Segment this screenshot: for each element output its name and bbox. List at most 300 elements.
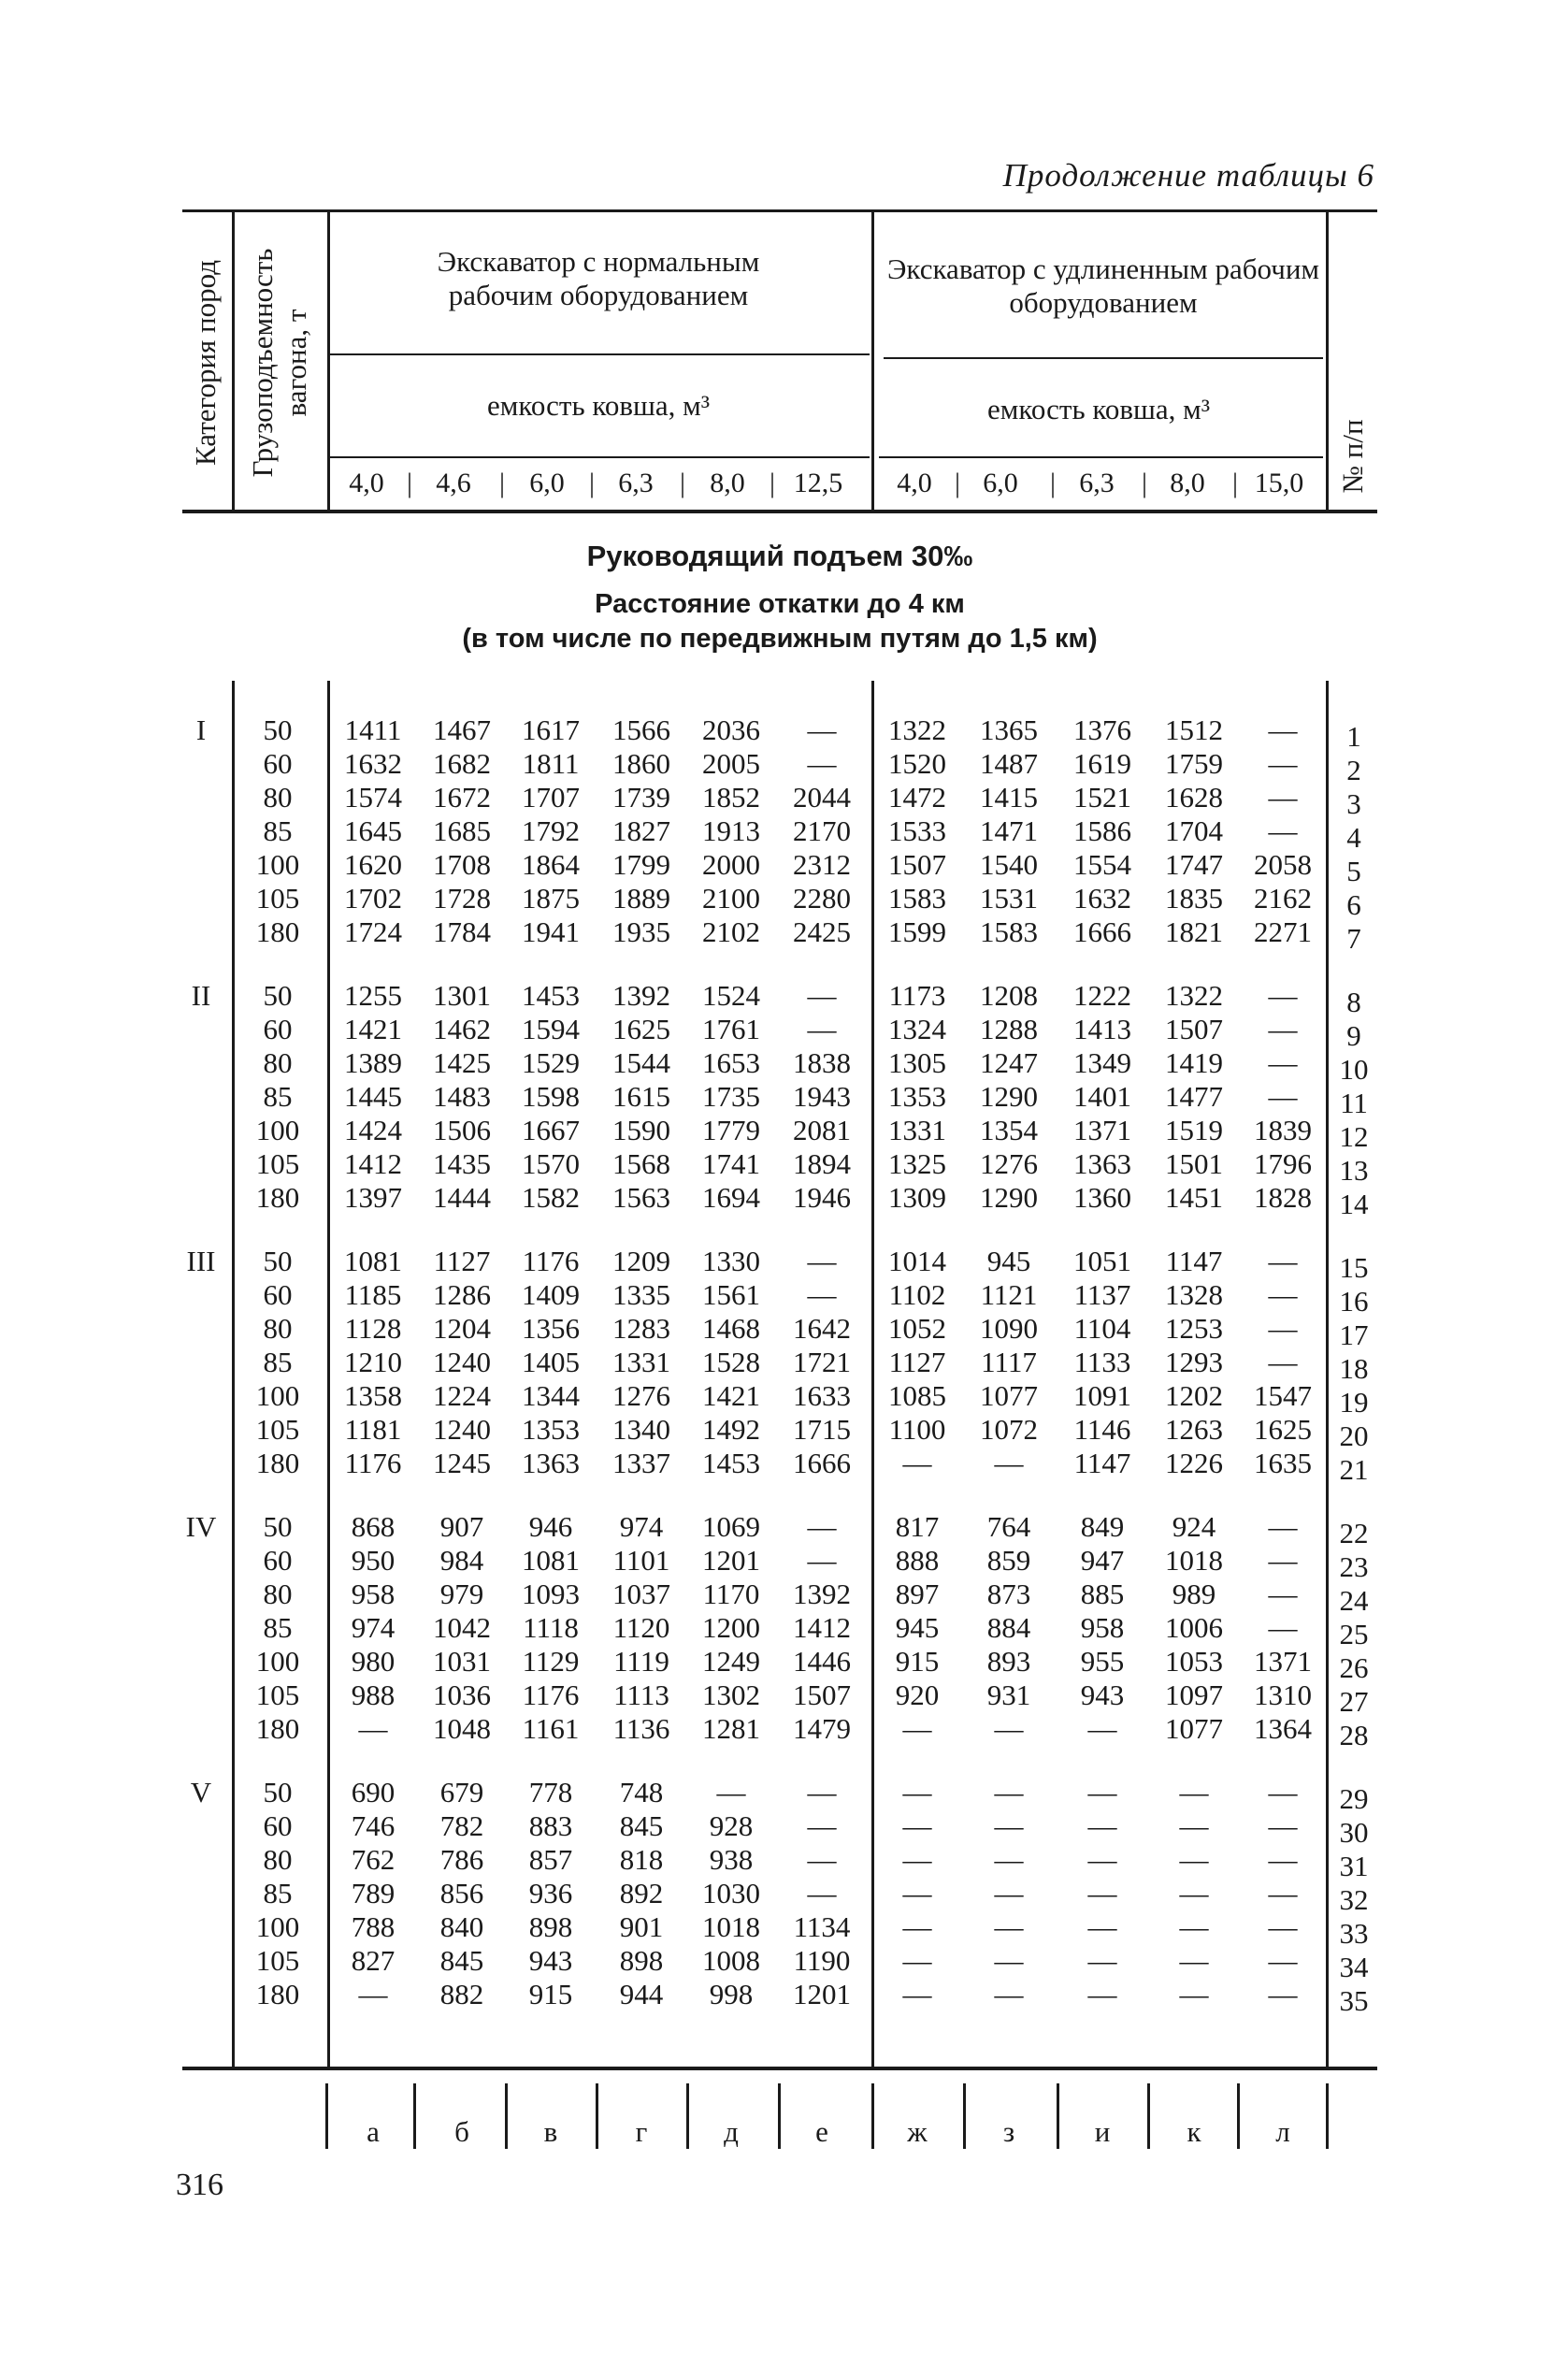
table-cell: 1121 (980, 1278, 1038, 1311)
caption-distance: Расстояние откатки до 4 км (595, 589, 965, 619)
table-cell: — (994, 1910, 1024, 1943)
table-cell: — (902, 1877, 932, 1909)
table-cell: — (1268, 814, 1298, 847)
wagon-capacity: 50 (263, 1245, 293, 1277)
table-cell: 1682 (433, 747, 491, 780)
table-cell: — (807, 1544, 837, 1577)
table-cell: 1161 (522, 1712, 580, 1745)
table-cell: 979 (439, 1578, 484, 1610)
table-cell: — (902, 1978, 932, 2010)
table-cell: 945 (895, 1611, 940, 1644)
table-cell: 1283 (612, 1312, 670, 1345)
table-cell: 1453 (522, 979, 580, 1012)
table-cell: 1202 (1165, 1379, 1223, 1412)
footer-vline (325, 2083, 328, 2149)
table-cell: 789 (351, 1877, 396, 1909)
dim-z: 6,0 (983, 468, 1018, 498)
table-cell: — (1087, 1910, 1117, 1943)
rock-category: V (190, 1776, 212, 1808)
table-cell: 1672 (433, 781, 491, 814)
table-cell: 746 (351, 1809, 396, 1842)
table-cell: 1309 (888, 1181, 946, 1214)
table-cell: 945 (986, 1245, 1031, 1277)
table-cell: 1081 (344, 1245, 402, 1277)
table-cell: 1615 (612, 1080, 670, 1113)
table-cell: 856 (439, 1877, 484, 1909)
table-cell: 1072 (980, 1413, 1038, 1446)
wagon-capacity: 105 (255, 882, 300, 915)
table-cell: 1628 (1165, 781, 1223, 814)
dim-separator: | (498, 468, 505, 498)
row-number: 20 (1339, 1419, 1369, 1452)
table-cell: — (807, 1510, 837, 1543)
column-letter: в (543, 2115, 558, 2148)
table-cell: 1590 (612, 1114, 670, 1146)
table-cell: — (1268, 1278, 1298, 1311)
table-cell: 1305 (888, 1046, 946, 1079)
header-bucket-extended: емкость ковша, м³ (987, 393, 1210, 425)
table-cell: 1506 (433, 1114, 491, 1146)
table-cell: 1117 (981, 1346, 1037, 1378)
table-cell: — (1087, 1978, 1117, 2010)
table-cell: — (1087, 1712, 1117, 1745)
table-cell: — (1087, 1809, 1117, 1842)
table-cell: 974 (619, 1510, 664, 1543)
row-number: 11 (1340, 1087, 1368, 1119)
table-cell: 2312 (793, 848, 851, 881)
table-cell: 1255 (344, 979, 402, 1012)
header-normal-equipment: Экскаватор с нормальным рабочим оборудованием (437, 245, 760, 311)
row-number: 21 (1339, 1453, 1369, 1486)
table-cell: 1875 (522, 882, 580, 915)
dim-a: 4,0 (349, 468, 384, 498)
table-cell: 845 (619, 1809, 664, 1842)
table-cell: 1091 (1073, 1379, 1131, 1412)
table-cell: 1353 (888, 1080, 946, 1113)
wagon-capacity: 60 (263, 1809, 293, 1842)
table-cell: 1302 (702, 1679, 760, 1711)
wagon-capacity: 60 (263, 1278, 293, 1311)
table-cell: — (902, 1447, 932, 1479)
table-cell: — (994, 1944, 1024, 1977)
column-letter: е (815, 2115, 828, 2148)
table-cell: 859 (986, 1544, 1031, 1577)
row-number: 34 (1339, 1951, 1369, 1983)
wagon-capacity: 105 (255, 1944, 300, 1977)
table-cell: 1204 (433, 1312, 491, 1345)
table-cell: 882 (439, 1978, 484, 2010)
table-cell: 1176 (522, 1679, 580, 1711)
table-cell: 1322 (1165, 979, 1223, 1012)
table-cell: 2058 (1254, 848, 1312, 881)
table-cell: 884 (986, 1611, 1031, 1644)
table-cell: — (1179, 1978, 1209, 2010)
table-cell: 1645 (344, 814, 402, 847)
table-cell: 1759 (1165, 747, 1223, 780)
table-cell: 1586 (1073, 814, 1131, 847)
table-cell: 1322 (888, 713, 946, 746)
table-cell: 817 (895, 1510, 940, 1543)
row-number: 7 (1346, 922, 1361, 955)
table-cell: 1129 (522, 1645, 580, 1678)
table-cell: 679 (439, 1776, 484, 1808)
table-cell: — (1179, 1877, 1209, 1909)
row-number: 27 (1339, 1685, 1369, 1718)
header-row-number: № п/п (1336, 419, 1369, 494)
table-cell: 1412 (793, 1611, 851, 1644)
table-cell: 1077 (1165, 1712, 1223, 1745)
row-number: 9 (1346, 1019, 1361, 1052)
table-cell: 1894 (793, 1147, 851, 1180)
table-cell: 1290 (980, 1181, 1038, 1214)
table-cell: 1599 (888, 915, 946, 948)
dim-separator: | (954, 468, 960, 498)
table-cell: — (1268, 1312, 1298, 1345)
table-cell: 1328 (1165, 1278, 1223, 1311)
table-cell: 1118 (523, 1611, 579, 1644)
table-cell: 928 (709, 1809, 754, 1842)
table-cell: — (1268, 1510, 1298, 1543)
normal-group-rule (327, 353, 870, 355)
table-cell: 1632 (344, 747, 402, 780)
rock-category: III (186, 1245, 216, 1277)
table-cell: 1042 (433, 1611, 491, 1644)
table-cell: 950 (351, 1544, 396, 1577)
table-cell: 1133 (1073, 1346, 1131, 1378)
wagon-capacity: 85 (263, 1080, 293, 1113)
table-cell: 1337 (612, 1447, 670, 1479)
table-cell: 1226 (1165, 1447, 1223, 1479)
header-category: Категория пород (189, 259, 222, 467)
table-cell: 1405 (522, 1346, 580, 1378)
table-cell: — (1268, 1809, 1298, 1842)
table-cell: 1594 (522, 1013, 580, 1045)
table-cell: 1666 (1073, 915, 1131, 948)
table-cell: 690 (351, 1776, 396, 1808)
table-cell: 1715 (793, 1413, 851, 1446)
table-cell: 1349 (1073, 1046, 1131, 1079)
table-cell: 1340 (612, 1413, 670, 1446)
table-cell: 1501 (1165, 1147, 1223, 1180)
table-cell: 1413 (1073, 1013, 1131, 1045)
rock-category: I (195, 713, 207, 746)
wagon-capacity: 100 (255, 1910, 300, 1943)
table-cell: 1051 (1073, 1245, 1131, 1277)
table-cell: 1827 (612, 814, 670, 847)
table-cell: 1097 (1165, 1679, 1223, 1711)
table-cell: 1563 (612, 1181, 670, 1214)
row-number: 13 (1339, 1154, 1369, 1187)
table-cell: 1864 (522, 848, 580, 881)
dim-separator: | (679, 468, 685, 498)
dim-g: 6,3 (618, 468, 654, 498)
dim-i: 6,3 (1079, 468, 1115, 498)
table-cell: 1453 (702, 1447, 760, 1479)
table-cell: 1547 (1254, 1379, 1312, 1412)
table-cell: 1619 (1073, 747, 1131, 780)
table-cell: 1181 (344, 1413, 402, 1446)
table-cell: 984 (439, 1544, 484, 1577)
table-cell: 1081 (522, 1544, 580, 1577)
column-letter: к (1187, 2115, 1201, 2148)
table-cell: 1741 (702, 1147, 760, 1180)
table-cell: 1301 (433, 979, 491, 1012)
table-cell: 1409 (522, 1278, 580, 1311)
table-cell: 1037 (612, 1578, 670, 1610)
table-cell: 885 (1080, 1578, 1125, 1610)
table-cell: 1276 (612, 1379, 670, 1412)
table-cell: 1190 (793, 1944, 851, 1977)
table-cell: 1173 (888, 979, 946, 1012)
table-cell: 1170 (702, 1578, 760, 1610)
table-cell: 1653 (702, 1046, 760, 1079)
table-cell: 1462 (433, 1013, 491, 1045)
wagon-capacity: 85 (263, 1877, 293, 1909)
table-cell: 1583 (888, 882, 946, 915)
table-cell: 762 (351, 1843, 396, 1876)
table-cell: 1519 (1165, 1114, 1223, 1146)
table-cell: 1419 (1165, 1046, 1223, 1079)
table-cell: 1137 (1073, 1278, 1131, 1311)
table-cell: — (807, 1278, 837, 1311)
table-cell: 915 (895, 1645, 940, 1678)
dim-separator: | (769, 468, 775, 498)
table-cell: 873 (986, 1578, 1031, 1610)
table-cell: — (994, 1712, 1024, 1745)
table-cell: — (994, 1776, 1024, 1808)
table-cell: 1574 (344, 781, 402, 814)
table-cell: 1085 (888, 1379, 946, 1412)
table-cell: 1200 (702, 1611, 760, 1644)
table-cell: 1415 (980, 781, 1038, 814)
table-cell: 1913 (702, 814, 760, 847)
table-cell: — (1268, 1544, 1298, 1577)
table-cell: 1524 (702, 979, 760, 1012)
row-number: 14 (1339, 1188, 1369, 1220)
table-cell: 1281 (702, 1712, 760, 1745)
row-number: 35 (1339, 1984, 1369, 2017)
table-cell: 988 (351, 1679, 396, 1711)
wagon-capacity: 80 (263, 1578, 293, 1610)
table-cell: — (1179, 1843, 1209, 1876)
column-letter: ж (907, 2115, 928, 2148)
table-cell: 1507 (1165, 1013, 1223, 1045)
table-cell: 1240 (433, 1413, 491, 1446)
table-cell: — (902, 1712, 932, 1745)
table-cell: 1852 (702, 781, 760, 814)
table-cell: 845 (439, 1944, 484, 1977)
wagon-capacity: 85 (263, 814, 293, 847)
wagon-capacity: 50 (263, 1510, 293, 1543)
row-number: 3 (1346, 787, 1361, 820)
footer-vline (778, 2083, 781, 2149)
column-letter: и (1094, 2115, 1111, 2148)
wagon-capacity: 60 (263, 1013, 293, 1045)
table-cell: 980 (351, 1645, 396, 1678)
table-cell: 1127 (888, 1346, 946, 1378)
table-cell: 1077 (980, 1379, 1038, 1412)
table-cell: 958 (351, 1578, 396, 1610)
footer-vline (505, 2083, 508, 2149)
table-cell: 1792 (522, 814, 580, 847)
table-cell: — (1268, 1013, 1298, 1045)
table-cell: 1860 (612, 747, 670, 780)
table-cell: 1209 (612, 1245, 670, 1277)
table-cell: 818 (619, 1843, 664, 1876)
header-vline-capacity (327, 212, 330, 510)
table-cell: 1210 (344, 1346, 402, 1378)
column-letter: л (1275, 2115, 1290, 2148)
wagon-capacity: 180 (255, 1712, 300, 1745)
table-cell: 788 (351, 1910, 396, 1943)
table-cell: — (716, 1776, 746, 1808)
table-cell: 1444 (433, 1181, 491, 1214)
table-cell: — (1268, 1578, 1298, 1610)
table-cell: 1101 (612, 1544, 670, 1577)
table-cell: 1330 (702, 1245, 760, 1277)
table-cell: — (994, 1809, 1024, 1842)
table-cell: 2044 (793, 781, 851, 814)
table-cell: 998 (709, 1978, 754, 2010)
wagon-capacity: 50 (263, 979, 293, 1012)
table-cell: 2081 (793, 1114, 851, 1146)
normal-bucket-rule (327, 456, 870, 458)
table-cell: 1127 (433, 1245, 491, 1277)
table-cell: 1134 (793, 1910, 851, 1943)
table-cell: 2162 (1254, 882, 1312, 915)
table-cell: 1104 (1073, 1312, 1131, 1345)
table-cell: 897 (895, 1578, 940, 1610)
row-number: 30 (1339, 1816, 1369, 1849)
table-cell: 1472 (888, 781, 946, 814)
footer-vline (686, 2083, 689, 2149)
row-number: 5 (1346, 855, 1361, 887)
footer-vline (871, 2083, 874, 2149)
table-cell: 1520 (888, 747, 946, 780)
column-letter: б (454, 2115, 469, 2148)
table-cell: 944 (619, 1978, 664, 2010)
table-cell: 1507 (793, 1679, 851, 1711)
table-cell: 857 (528, 1843, 573, 1876)
row-number: 28 (1339, 1719, 1369, 1751)
table-cell: 1018 (1165, 1544, 1223, 1577)
table-cell: — (807, 713, 837, 746)
wagon-capacity: 80 (263, 1843, 293, 1876)
wagon-capacity: 50 (263, 713, 293, 746)
header-vline-rowno (1326, 212, 1329, 510)
table-cell: — (1087, 1944, 1117, 1977)
extended-group-rule (884, 357, 1323, 359)
table-cell: — (902, 1944, 932, 1977)
table-cell: 786 (439, 1843, 484, 1876)
table-cell: 1835 (1165, 882, 1223, 915)
data-vline-groups (871, 681, 874, 2067)
table-cell: — (807, 1013, 837, 1045)
table-cell: 1479 (793, 1712, 851, 1745)
table-cell: — (807, 979, 837, 1012)
table-cell: 1467 (433, 713, 491, 746)
caption-note: (в том числе по передвижным путям до 1,5 км) (462, 624, 1098, 654)
table-cell: — (994, 1978, 1024, 2010)
table-cell: — (807, 1843, 837, 1876)
table-cell: 1828 (1254, 1181, 1312, 1214)
table-cell: — (1179, 1776, 1209, 1808)
data-vline-category (232, 681, 235, 2067)
header-vline-category (232, 212, 235, 510)
row-number: 26 (1339, 1651, 1369, 1684)
table-cell: 974 (351, 1611, 396, 1644)
table-cell: — (902, 1910, 932, 1943)
table-cell: 1468 (702, 1312, 760, 1345)
wagon-capacity: 100 (255, 1379, 300, 1412)
table-cell: — (1268, 1944, 1298, 1977)
footer-vline (413, 2083, 416, 2149)
table-cell: 1492 (702, 1413, 760, 1446)
table-cell: 1136 (612, 1712, 670, 1745)
table-cell: 1425 (433, 1046, 491, 1079)
table-cell: 1371 (1254, 1645, 1312, 1678)
column-letter: а (367, 2115, 380, 2148)
table-cell: 938 (709, 1843, 754, 1876)
row-number: 33 (1339, 1917, 1369, 1950)
table-cell: 1941 (522, 915, 580, 948)
table-cell: — (358, 1712, 388, 1745)
table-cell: 1747 (1165, 848, 1223, 881)
header-capacity: Грузоподъемность вагона, т (246, 248, 312, 478)
table-cell: — (807, 747, 837, 780)
table-cell: 1946 (793, 1181, 851, 1214)
table-cell: — (1268, 1910, 1298, 1943)
table-cell: 1554 (1073, 848, 1131, 881)
table-cell: 2005 (702, 747, 760, 780)
table-cell: 1694 (702, 1181, 760, 1214)
table-cell: 1201 (793, 1978, 851, 2010)
table-cell: 782 (439, 1809, 484, 1842)
table-cell: 1566 (612, 713, 670, 746)
table-cell: 1176 (344, 1447, 402, 1479)
table-cell: 1533 (888, 814, 946, 847)
table-cell: 1293 (1165, 1346, 1223, 1378)
table-cell: 1667 (522, 1114, 580, 1146)
table-cell: — (1179, 1910, 1209, 1943)
table-cell: 898 (619, 1944, 664, 1977)
table-cell: 1889 (612, 882, 670, 915)
footer-vline (1326, 2083, 1329, 2149)
table-cell: 955 (1080, 1645, 1125, 1678)
dim-k: 8,0 (1170, 468, 1205, 498)
table-cell: 943 (528, 1944, 573, 1977)
table-cell: 1128 (344, 1312, 402, 1345)
table-cell: 1421 (702, 1379, 760, 1412)
extended-bucket-rule (879, 456, 1323, 458)
dim-separator: | (406, 468, 412, 498)
table-cell: 1090 (980, 1312, 1038, 1345)
dim-l: 15,0 (1254, 468, 1304, 498)
table-cell: — (1087, 1877, 1117, 1909)
table-cell: 1570 (522, 1147, 580, 1180)
table-cell: — (1268, 747, 1298, 780)
wagon-capacity: 80 (263, 781, 293, 814)
table-cell: — (807, 1245, 837, 1277)
header-vline-groups (871, 212, 874, 510)
table-cell: 1069 (702, 1510, 760, 1543)
table-cell: — (807, 1809, 837, 1842)
table-cell: 1451 (1165, 1181, 1223, 1214)
wagon-capacity: 105 (255, 1679, 300, 1711)
table-cell: 901 (619, 1910, 664, 1943)
table-cell: 1100 (888, 1413, 946, 1446)
footer-vline (1237, 2083, 1240, 2149)
